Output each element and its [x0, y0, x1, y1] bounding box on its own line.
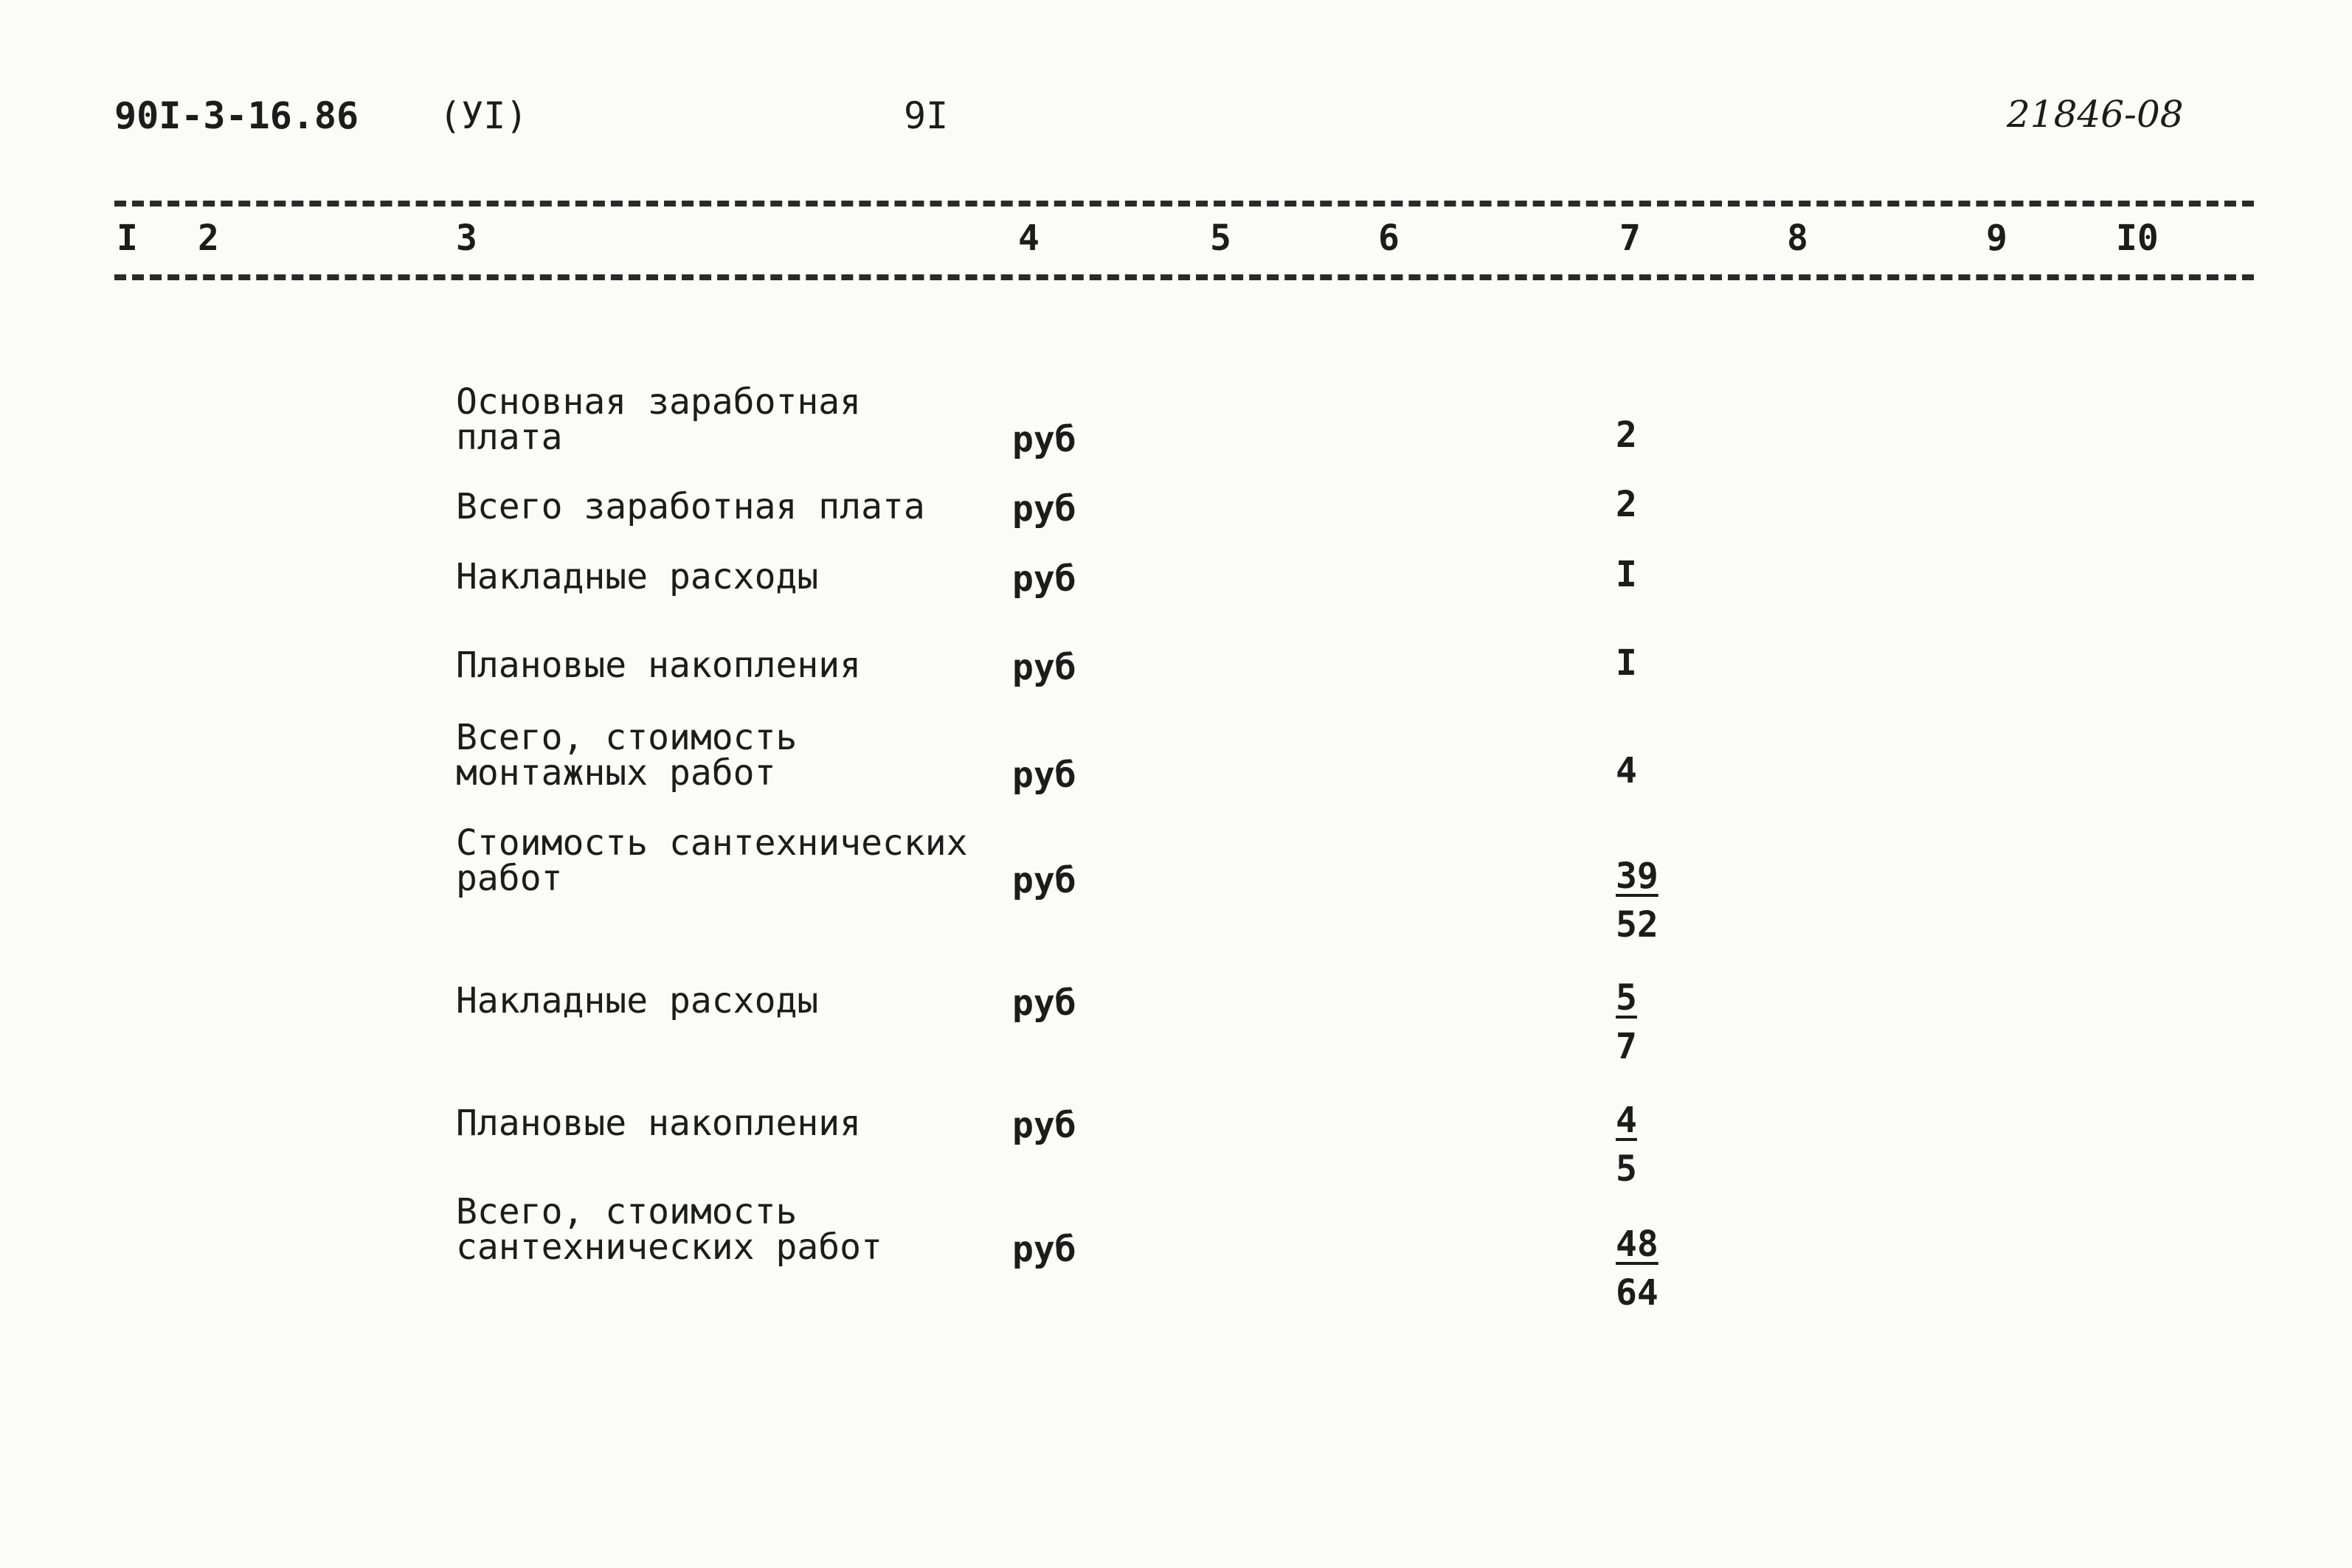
row-value: 2 — [1616, 414, 1637, 456]
value-denominator: 7 — [1616, 1026, 1637, 1067]
value-numerator: 39 — [1616, 856, 1658, 897]
row-value-fraction — [1616, 974, 1637, 1071]
column-number: 3 — [456, 218, 477, 259]
row-unit: руб — [1012, 647, 1076, 688]
row-value: 4 — [1616, 750, 1637, 791]
row-unit: руб — [1012, 488, 1076, 530]
header-rule-bottom — [114, 274, 2254, 280]
value-denominator: 64 — [1616, 1272, 1658, 1314]
value-numerator: 5 — [1616, 977, 1637, 1019]
row-label: Всего заработная плата — [456, 486, 925, 527]
row-value-fraction — [1616, 852, 1658, 949]
value-numerator: 48 — [1616, 1224, 1658, 1265]
section-number: (УI) — [439, 94, 528, 137]
archive-number: 21846-08 — [2007, 93, 2184, 136]
column-number: 6 — [1378, 218, 1400, 259]
row-label: Стоимость сантехнических — [456, 822, 968, 864]
row-value: I — [1616, 554, 1637, 595]
row-label: Всего, стоимость — [456, 1191, 798, 1232]
value-numerator: 4 — [1616, 1100, 1637, 1141]
row-value: I — [1616, 642, 1637, 684]
row-unit: руб — [1012, 754, 1076, 796]
row-label: Плановые накопления — [456, 1103, 862, 1144]
row-unit: руб — [1012, 1105, 1076, 1146]
row-label: Накладные расходы — [456, 556, 819, 597]
row-unit: руб — [1012, 1229, 1076, 1270]
row-value-fraction — [1616, 1220, 1658, 1317]
column-number: 4 — [1018, 218, 1040, 259]
row-unit: руб — [1012, 419, 1076, 460]
value-denominator: 5 — [1616, 1148, 1637, 1190]
row-unit: руб — [1012, 860, 1076, 901]
row-label: Основная заработная — [456, 381, 862, 423]
row-label: монтажных работ — [456, 752, 776, 794]
row-unit: руб — [1012, 982, 1076, 1024]
column-number: 2 — [198, 218, 219, 259]
row-value-fraction — [1616, 1096, 1637, 1193]
row-label: плата — [456, 417, 563, 458]
row-label: сантехнических работ — [456, 1227, 882, 1268]
row-label: Плановые накопления — [456, 645, 862, 686]
column-number: 9 — [1986, 218, 2007, 259]
row-unit: руб — [1012, 558, 1076, 600]
row-label: Всего, стоимость — [456, 717, 798, 758]
value-denominator: 52 — [1616, 904, 1658, 946]
header-rule-top — [114, 201, 2254, 207]
page-number: 9I — [904, 94, 949, 137]
row-label: Накладные расходы — [456, 980, 819, 1021]
column-number: 7 — [1619, 218, 1641, 259]
column-number: I0 — [2116, 218, 2159, 259]
document-code: 90I-3-16.86 — [114, 94, 359, 137]
row-label: работ — [456, 858, 563, 899]
column-number: 8 — [1787, 218, 1808, 259]
column-number: I — [117, 218, 138, 259]
column-number: 5 — [1210, 218, 1231, 259]
row-value: 2 — [1616, 484, 1637, 525]
